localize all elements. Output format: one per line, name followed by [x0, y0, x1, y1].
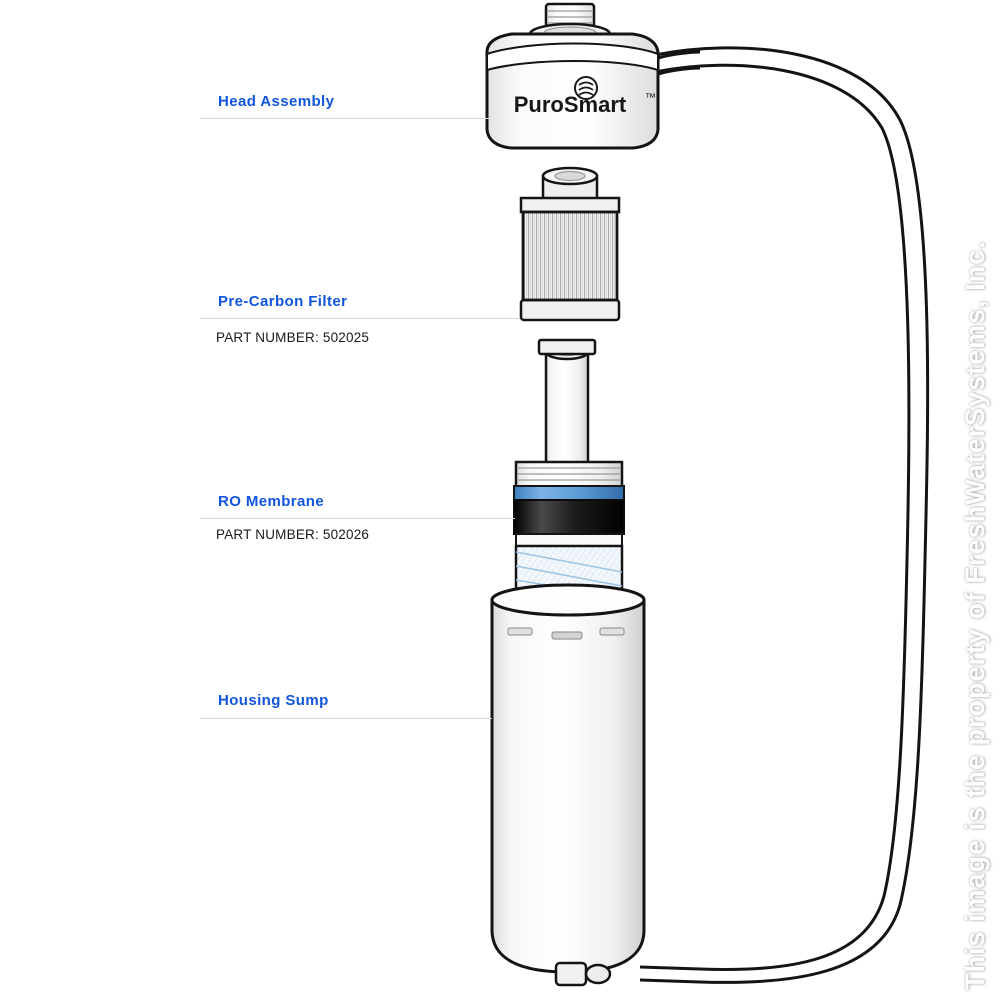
- brand-name: PuroSmart: [513, 92, 627, 117]
- watermark-text: This image is the property of FreshWaterSystems, Inc.: [960, 240, 990, 990]
- callout-label-head-assembly: Head Assembly: [218, 93, 335, 110]
- ro-membrane-part: [514, 340, 624, 620]
- callout-part-number-pre-carbon-filter: PART NUMBER: 502025: [216, 330, 370, 345]
- callout-label-housing-sump: Housing Sump: [218, 692, 329, 709]
- leader-line: [200, 718, 492, 719]
- callout-label-pre-carbon-filter: Pre-Carbon Filter: [218, 293, 348, 310]
- leader-line: [200, 118, 490, 119]
- callout-part-number-ro-membrane: PART NUMBER: 502026: [216, 527, 370, 542]
- brand-trademark: ™: [645, 92, 656, 104]
- tubing-group: [640, 48, 928, 983]
- pre-carbon-filter-part: [521, 168, 619, 320]
- callout-label-ro-membrane: RO Membrane: [218, 493, 325, 510]
- head-assembly-part: [487, 4, 700, 148]
- leader-line: [200, 518, 515, 519]
- housing-sump-part: [492, 585, 644, 985]
- leader-line: [200, 318, 520, 319]
- watermark: [902, 0, 990, 1000]
